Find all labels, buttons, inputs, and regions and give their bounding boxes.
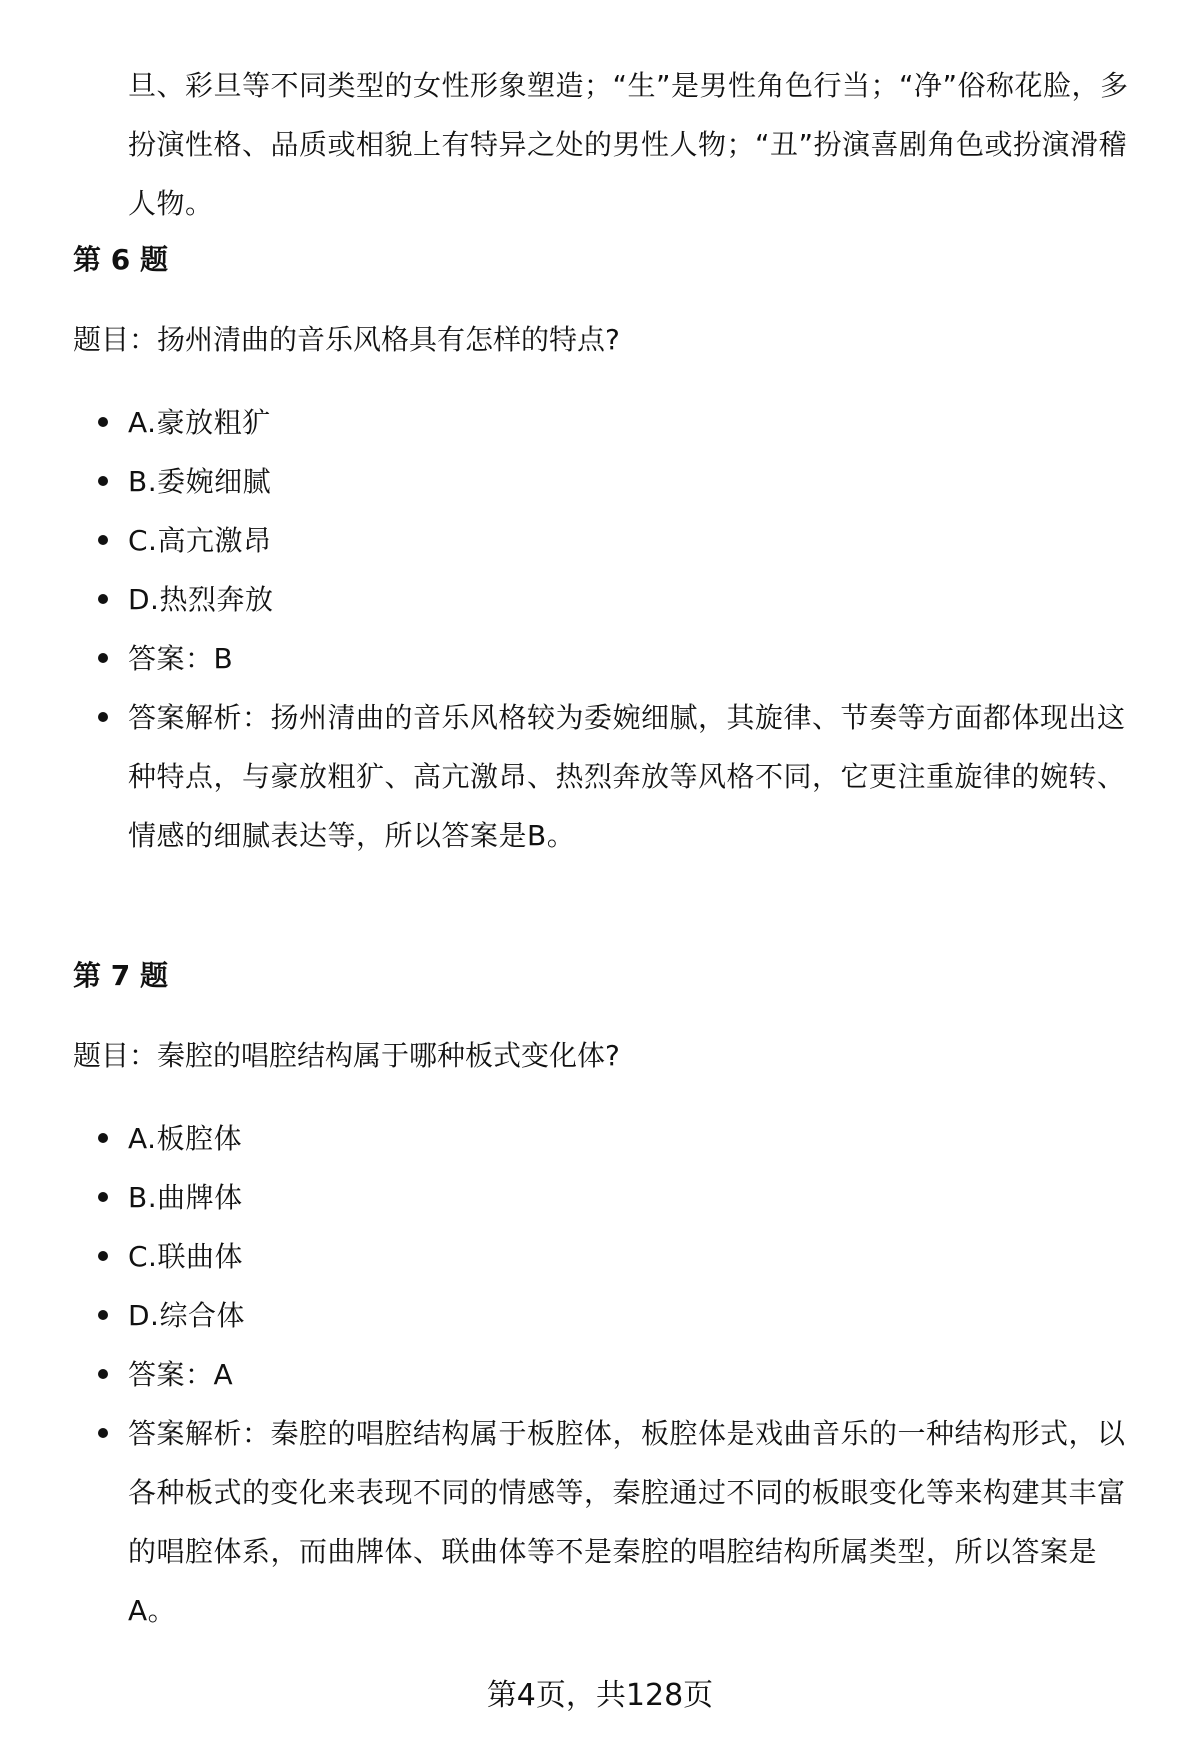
question-7-option-d: D.综合体 (0, 1286, 1143, 1345)
question-6-option-a: A.豪放粗犷 (0, 393, 1143, 452)
question-6-option-b: B.委婉细腻 (0, 452, 1143, 511)
question-6-option-c: C.高亢激昂 (0, 511, 1143, 570)
question-7-analysis: 答案解析：秦腔的唱腔结构属于板腔体，板腔体是戏曲音乐的一种结构形式，以各种板式的变化来表现不同的情感等，秦腔通过不同的板眼变化等来构建其丰富的唱腔体系，而曲牌体、联曲体等不是秦腔的唱腔结构所属类型，所以答案是A。 (0, 1404, 1143, 1640)
question-7-option-c: C.联曲体 (0, 1227, 1143, 1286)
question-7-stem: 题目：秦腔的唱腔结构属于哪种板式变化体? (73, 1039, 620, 1072)
question-6-option-d: D.热烈奔放 (0, 570, 1143, 629)
question-7-list (0, 1109, 1200, 1640)
question-6-heading: 第 6 题 (73, 243, 168, 276)
question-6-analysis: 答案解析：扬州清曲的音乐风格较为委婉细腻，其旋律、节奏等方面都体现出这种特点，与豪放粗犷、高亢激昂、热烈奔放等风格不同，它更注重旋律的婉转、情感的细腻表达等，所以答案是B。 (0, 688, 1143, 865)
question-7-answer: 答案：A (0, 1345, 1143, 1404)
continuation-paragraph: 旦、彩旦等不同类型的女性形象塑造；“生”是男性角色行当；“净”俗称花脸，多扮演性格、品质或相貌上有特异之处的男性人物；“丑”扮演喜剧角色或扮演滑稽人物。 (128, 69, 1129, 220)
question-6-list (0, 393, 1200, 865)
question-6-answer: 答案：B (0, 629, 1143, 688)
question-7-option-b: B.曲牌体 (0, 1168, 1143, 1227)
page-number: 第4页，共128页 (486, 1678, 714, 1713)
question-7-option-a: A.板腔体 (0, 1109, 1143, 1168)
question-7-heading: 第 7 题 (73, 959, 168, 992)
question-6-stem: 题目：扬州清曲的音乐风格具有怎样的特点? (73, 323, 620, 356)
